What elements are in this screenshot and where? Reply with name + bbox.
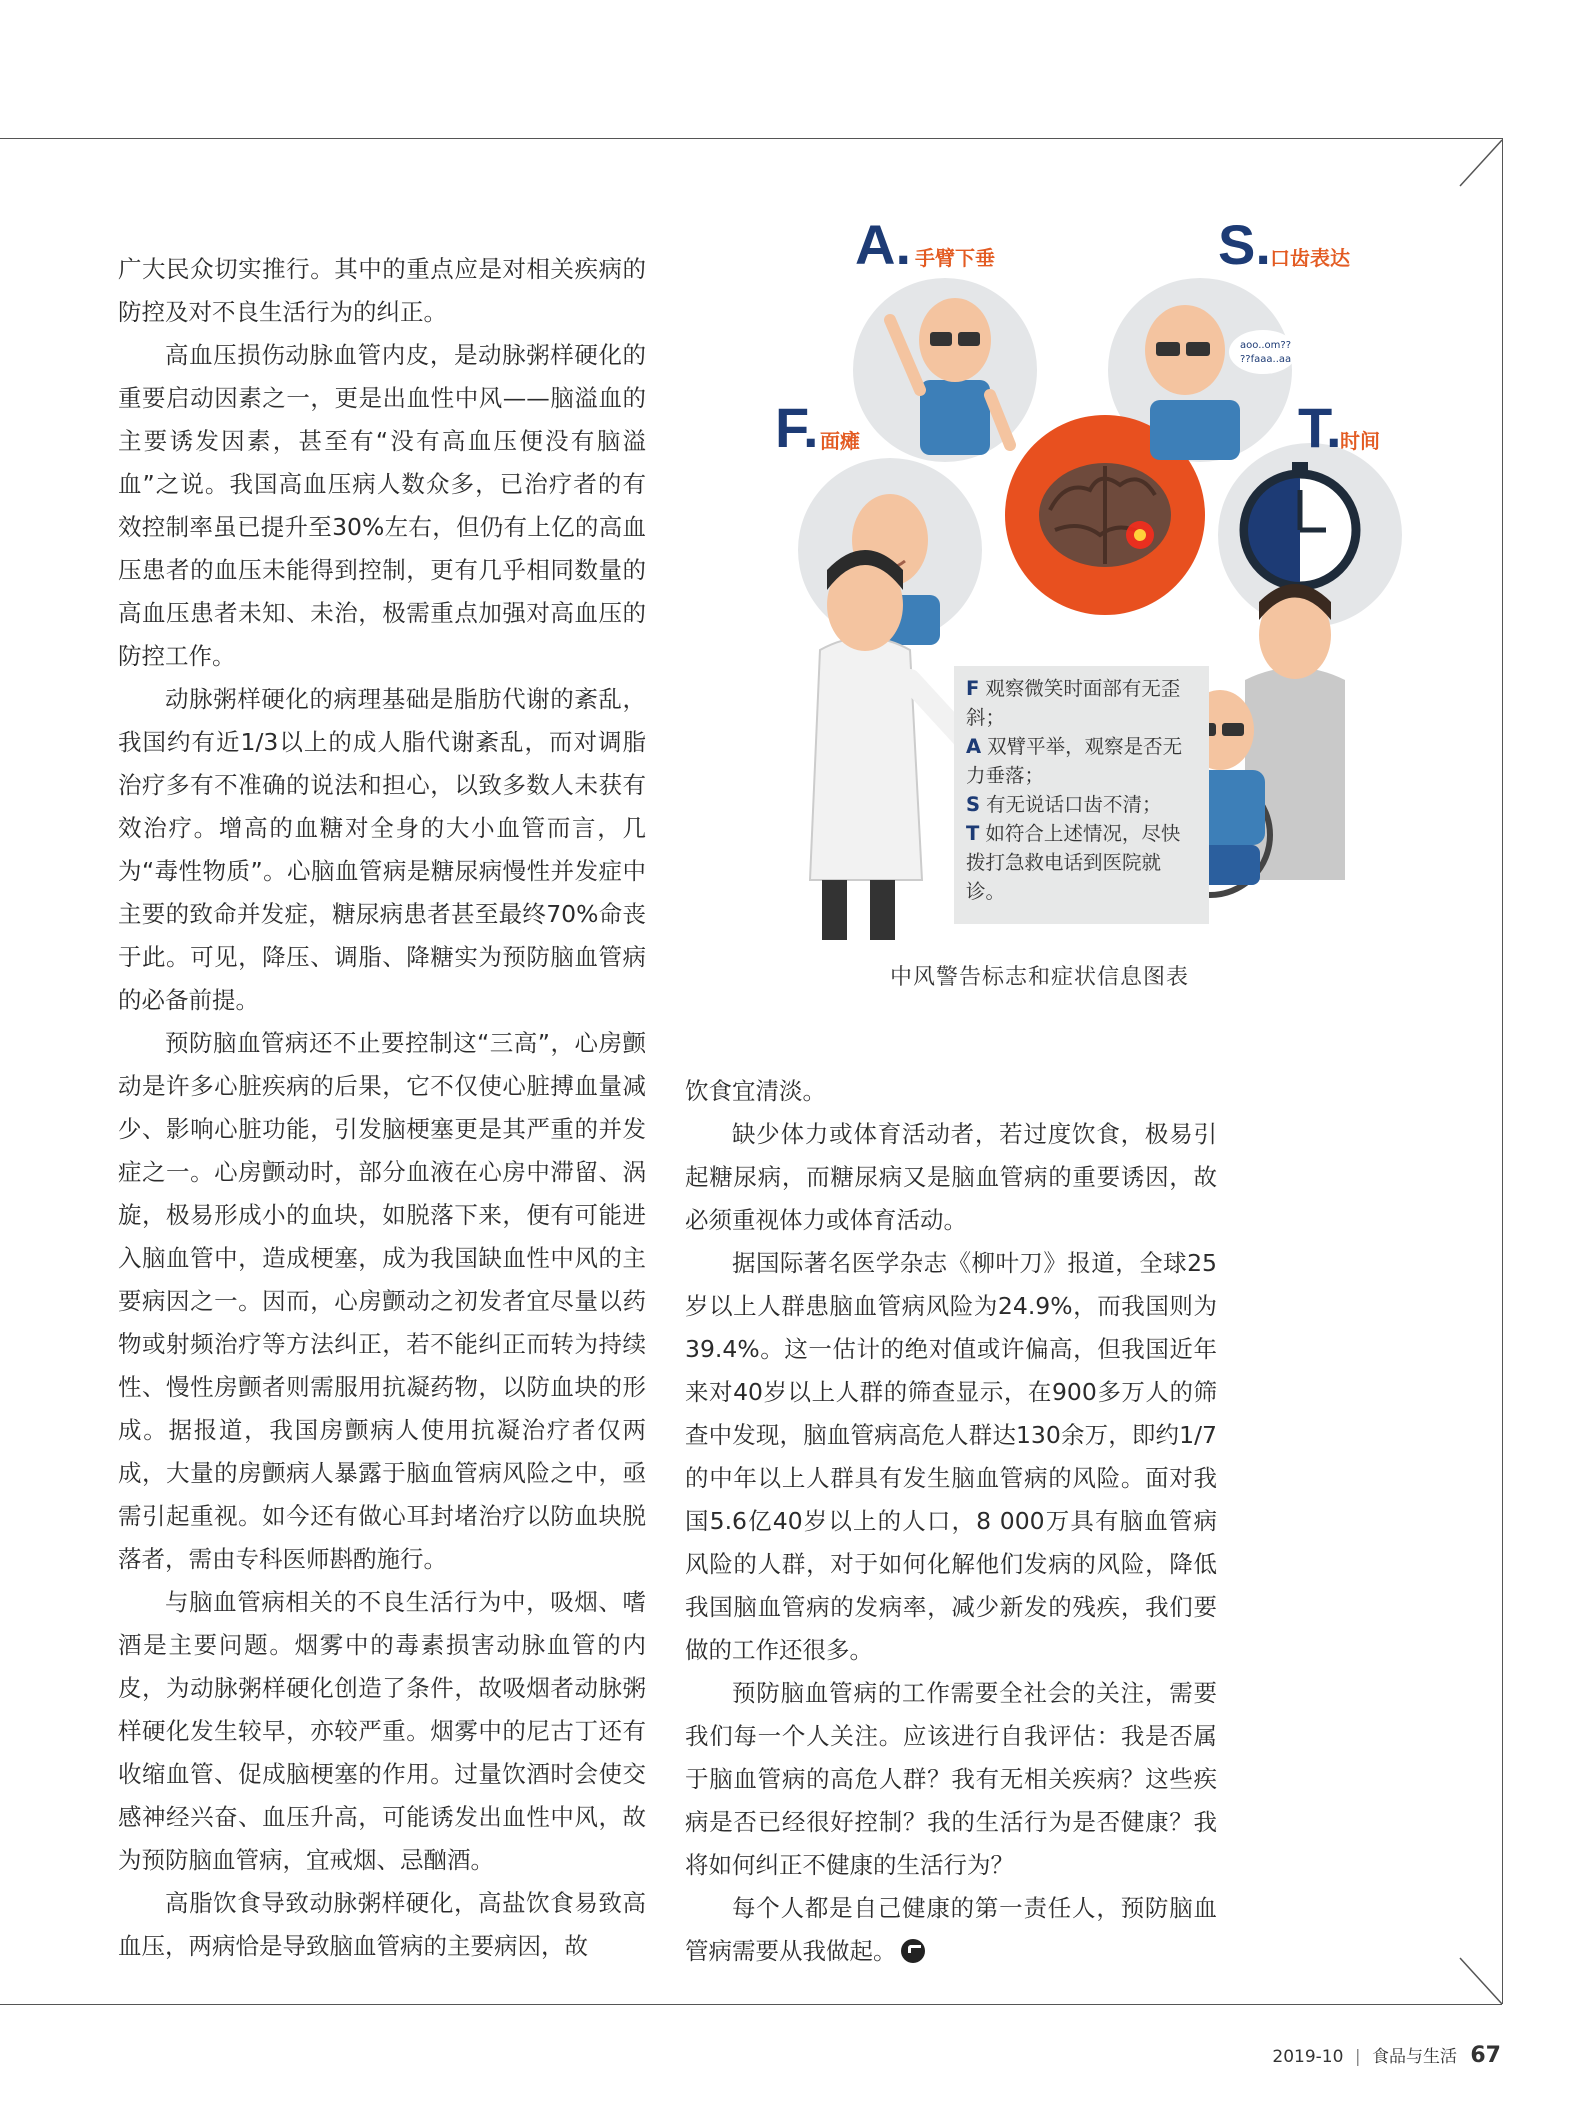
figure-caption: 中风警告标志和症状信息图表 (890, 965, 1190, 990)
paragraph-final: 每个人都是自己健康的第一责任人，预防脑血管病需要从我做起。 (685, 1894, 1217, 1965)
speech-text-2: ??faaa..aa (1240, 354, 1292, 365)
top-rule (0, 138, 1502, 139)
label-t-word: 时间 (1340, 429, 1380, 453)
magazine-name: 食品与生活 (1371, 2047, 1457, 2067)
label-f-word: 面瘫 (820, 429, 860, 453)
info-item-s: S 有无说话口齿不清； (966, 793, 1162, 816)
footer-separator: | (1354, 2047, 1361, 2067)
page-number: 67 (1470, 2043, 1501, 2068)
paragraph: 高血压损伤动脉血管内皮，是动脉粥样硬化的重要启动因素之一，更是出血性中风——脑溢血的主要诱发因素，甚至有“没有高血压便没有脑溢血”之说。我国高血压病人数众多，已治疗者的有效控制率虽已提升至30%左右，但仍有上亿的高血压患者的血压未能得到控制，更有几乎相同数量的高血压患者未知、未治，极需重点加强对高血压的防控工作。 (118, 341, 646, 670)
label-t-letter: T. (1298, 396, 1342, 459)
article-end-icon (901, 1939, 925, 1963)
paragraph: 预防脑血管病还不止要控制这“三高”，心房颤动是许多心脏疾病的后果，它不仅使心脏搏血量减少、影响心脏功能，引发脑梗塞更是其严重的并发症之一。心房颤动时，部分血液在心房中滞留、涡旋，极易形成小的血块，如脱落下来，便有可能进入脑血管中，造成梗塞，成为我国缺血性中风的主要病因之一。因而，心房颤动之初发者宜尽量以药物或射频治疗等方法纠正，若不能纠正而转为持续性、慢性房颤者则需服用抗凝药物，以防血块的形成。据报道，我国房颤病人使用抗凝治疗者仅两成，大量的房颤病人暴露于脑血管病风险之中，亟需引起重视。如今还有做心耳封堵治疗以防血块脱落者，需由专科医师斟酌施行。 (118, 1029, 646, 1573)
bottom-rule (0, 2004, 1502, 2005)
info-item-t: T 如符合上述情况，尽快拨打急救电话到医院就诊。 (966, 822, 1181, 903)
paragraph: 动脉粥样硬化的病理基础是脂肪代谢的紊乱，我国约有近1/3以上的成人脂代谢紊乱，而对调脂治疗多有不准确的说法和担心，以致多数人未获有效治疗。增高的血糖对全身的大小血管而言，几为“毒性物质”。心脑血管病是糖尿病慢性并发症中主要的致命并发症，糖尿病患者甚至最终70%命丧于此。可见，降压、调脂、降糖实为预防脑血管病的必备前提。 (118, 685, 646, 1014)
left-text-column (118, 248, 646, 1968)
brain-icon (1039, 463, 1171, 567)
corner-mark-top (1458, 138, 1504, 188)
corner-mark-bottom (1458, 1956, 1504, 2006)
label-s-word: 口齿表达 (1270, 246, 1350, 270)
label-a-letter: A. (855, 213, 911, 276)
page-footer (1272, 2042, 1501, 2068)
paragraph: 据国际著名医学杂志《柳叶刀》报道，全球25岁以上人群患脑血管病风险为24.9%，而我国则为39.4%。这一估计的绝对值或许偏高，但我国近年来对40岁以上人群的筛查显示，在900多万人的筛查中发现，脑血管病高危人群达130余万，即约1/7的中年以上人群具有发生脑血管病的风险。面对我国5.6亿40岁以上的人口，8 000万具有脑血管病风险的人群，对于如何化解他们发病的风险，降低我国脑血管病的发病率，减少新发的残疾，我们要做的工作还很多。 (685, 1249, 1217, 1664)
fast-info-box (954, 666, 1209, 924)
label-a-word: 手臂下垂 (915, 246, 995, 270)
paragraph: 广大民众切实推行。其中的重点应是对相关疾病的防控及对不良生活行为的纠正。 (118, 255, 646, 326)
paragraph: 饮食宜清淡。 (685, 1077, 826, 1105)
label-f-letter: F. (775, 396, 819, 459)
right-text-column (685, 1070, 1217, 1973)
paragraph: 与脑血管病相关的不良生活行为中，吸烟、嗜酒是主要问题。烟雾中的毒素损害动脉血管的内皮，为动脉粥样硬化创造了条件，故吸烟者动脉粥样硬化发生较早，亦较严重。烟雾中的尼古丁还有收缩血管、促成脑梗塞的作用。过量饮酒时会使交感神经兴奋、血压升高，可能诱发出血性中风，故为预防脑血管病，宜戒烟、忌酗酒。 (118, 1588, 646, 1874)
info-item-a: A 双臂平举，观察是否无力垂落； (966, 735, 1183, 787)
info-item-f: F 观察微笑时面部有无歪斜； (966, 677, 1181, 729)
paragraph: 缺少体力或体育活动者，若过度饮食，极易引起糖尿病，而糖尿病又是脑血管病的重要诱因，故必须重视体力或体育活动。 (685, 1120, 1217, 1234)
issue-date: 2019-10 (1272, 2047, 1344, 2067)
right-rule (1502, 138, 1503, 2004)
speech-text: aoo..om?? (1240, 340, 1292, 351)
label-s-letter: S. (1218, 213, 1271, 276)
paragraph: 高脂饮食导致动脉粥样硬化，高盐饮食易致高血压，两病恰是导致脑血管病的主要病因，故 (118, 1889, 646, 1960)
paragraph: 预防脑血管病的工作需要全社会的关注，需要我们每一个人关注。应该进行自我评估：我是否属于脑血管病的高危人群？我有无相关疾病？这些疾病是否已经很好控制？我的生活行为是否健康？我将如何纠正不健康的生活行为？ (685, 1679, 1217, 1879)
